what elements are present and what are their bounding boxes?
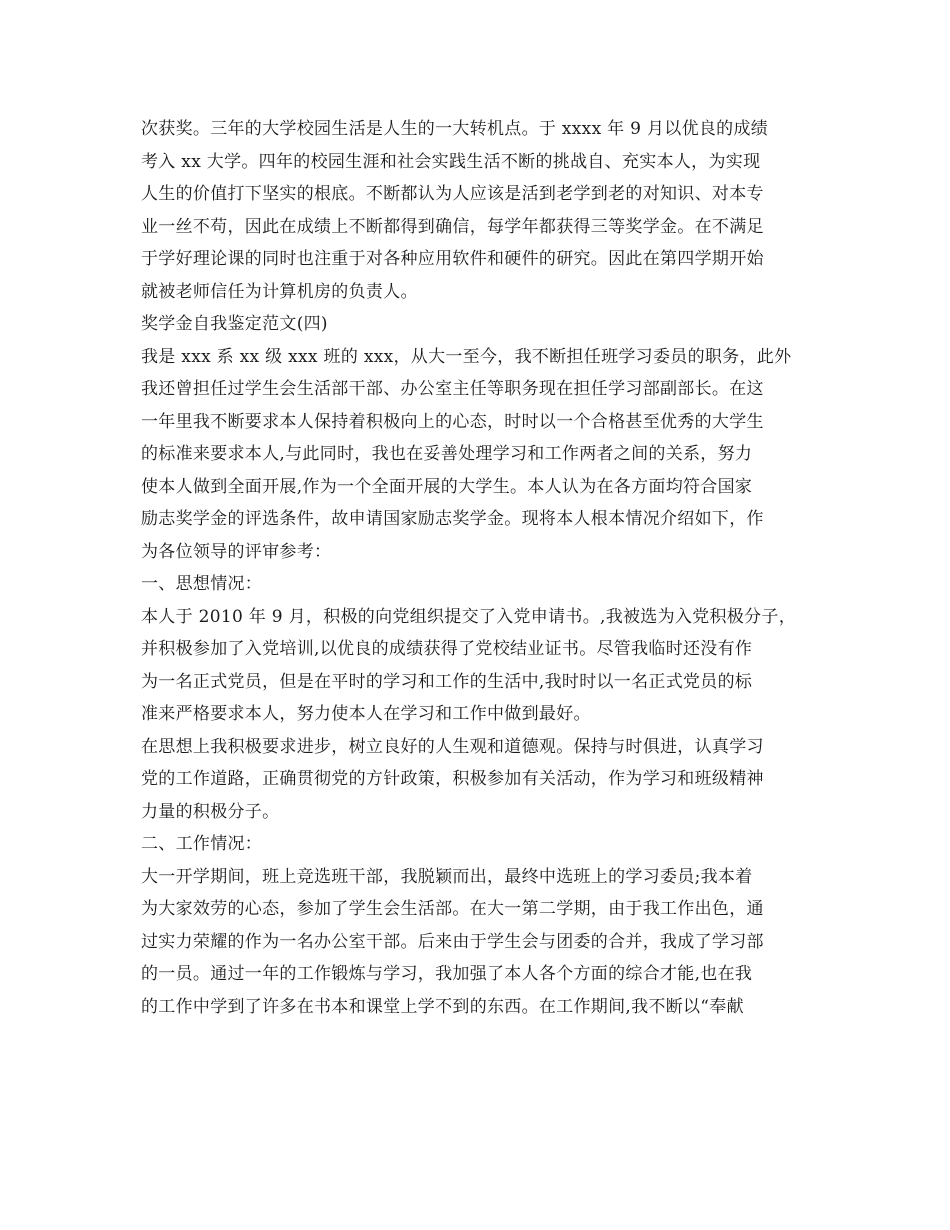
text-line: 考入 xx 大学。四年的校园生涯和社会实践生活不断的挑战自、充实本人，为实现: [141, 151, 761, 172]
text-line: 业一丝不苟，因此在成绩上不断都得到确信，每学年都获得三等奖学金。在不满足: [141, 216, 764, 237]
document-body: [141, 113, 821, 1023]
text-line: 在思想上我积极要求进步，树立良好的人生观和道德观。保持与时俱进，认真学习: [141, 736, 764, 757]
subsection-heading: 一、思想情况：: [141, 574, 263, 594]
text-line: 为一名正式党员，但是在平时的学习和工作的生活中,我时时以一名正式党员的标: [141, 671, 753, 692]
text-line: 我是 xxx 系 xx 级 xxx 班的 xxx，从大一至今，我不断担任班学习委员的职务，此外: [141, 346, 792, 367]
text-line: 于学好理论课的同时也注重于对各种应用软件和硬件的研究。因此在第四学期开始: [141, 249, 764, 269]
text-line: 准来严格要求本人，努力使本人在学习和工作中做到最好。: [141, 704, 591, 724]
text-line: 大一开学期间，班上竞选班干部，我脱颖而出，最终中选班上的学习委员;我本着: [141, 866, 753, 887]
text-line: 过实力荣耀的作为一名办公室干部。后来由于学生会与团委的合并，我成了学习部: [141, 931, 764, 952]
text-line: 力量的积极分子。: [141, 801, 280, 822]
text-line: 并积极参加了入党培训,以优良的成绩获得了党校结业证书。尽管我临时还没有作: [141, 639, 753, 659]
text-line: 我还曾担任过学生会生活部干部、办公室主任等职务现在担任学习部副部长。在这: [141, 379, 764, 399]
text-line: 人生的价值打下坚实的根底。不断都认为人应该是活到老学到老的对知识、对本专: [141, 184, 764, 204]
text-line: 党的工作道路，正确贯彻党的方针政策，积极参加有关活动，作为学习和班级精神: [141, 769, 764, 789]
text-line: 励志奖学金的评选条件，故申请国家励志奖学金。现将本人根本情况介绍如下，作: [141, 509, 764, 529]
text-line: 为大家效劳的心态，参加了学生会生活部。在大一第二学期，由于我工作出色，通: [141, 899, 764, 919]
text-line: 的工作中学到了许多在书本和课堂上学不到的东西。在工作期间,我不断以“奉献: [141, 996, 744, 1017]
text-line: 使本人做到全面开展,作为一个全面开展的大学生。本人认为在各方面均符合国家: [141, 476, 753, 497]
subsection-heading: 二、工作情况：: [141, 834, 263, 854]
text-line: 的一员。通过一年的工作锻炼与学习，我加强了本人各个方面的综合才能,也在我: [141, 964, 753, 984]
section-heading: 奖学金自我鉴定范文(四): [141, 314, 328, 334]
text-line: 一年里我不断要求本人保持着积极向上的心态，时时以一个合格甚至优秀的大学生: [141, 411, 764, 432]
text-line: 的标准来要求本人,与此同时，我也在妥善处理学习和工作两者之间的关系，努力: [141, 444, 753, 464]
text-line: 为各位领导的评审参考：: [141, 541, 332, 562]
text-line: 就被老师信任为计算机房的负责人。: [141, 281, 418, 302]
text-line: 本人于 2010 年 9 月，积极的向党组织提交了入党申请书。,我被选为入党积极分子，: [141, 606, 796, 627]
text-line: 次获奖。三年的大学校园生活是人生的一大转机点。于 xxxx 年 9 月以优良的成绩: [141, 119, 769, 139]
